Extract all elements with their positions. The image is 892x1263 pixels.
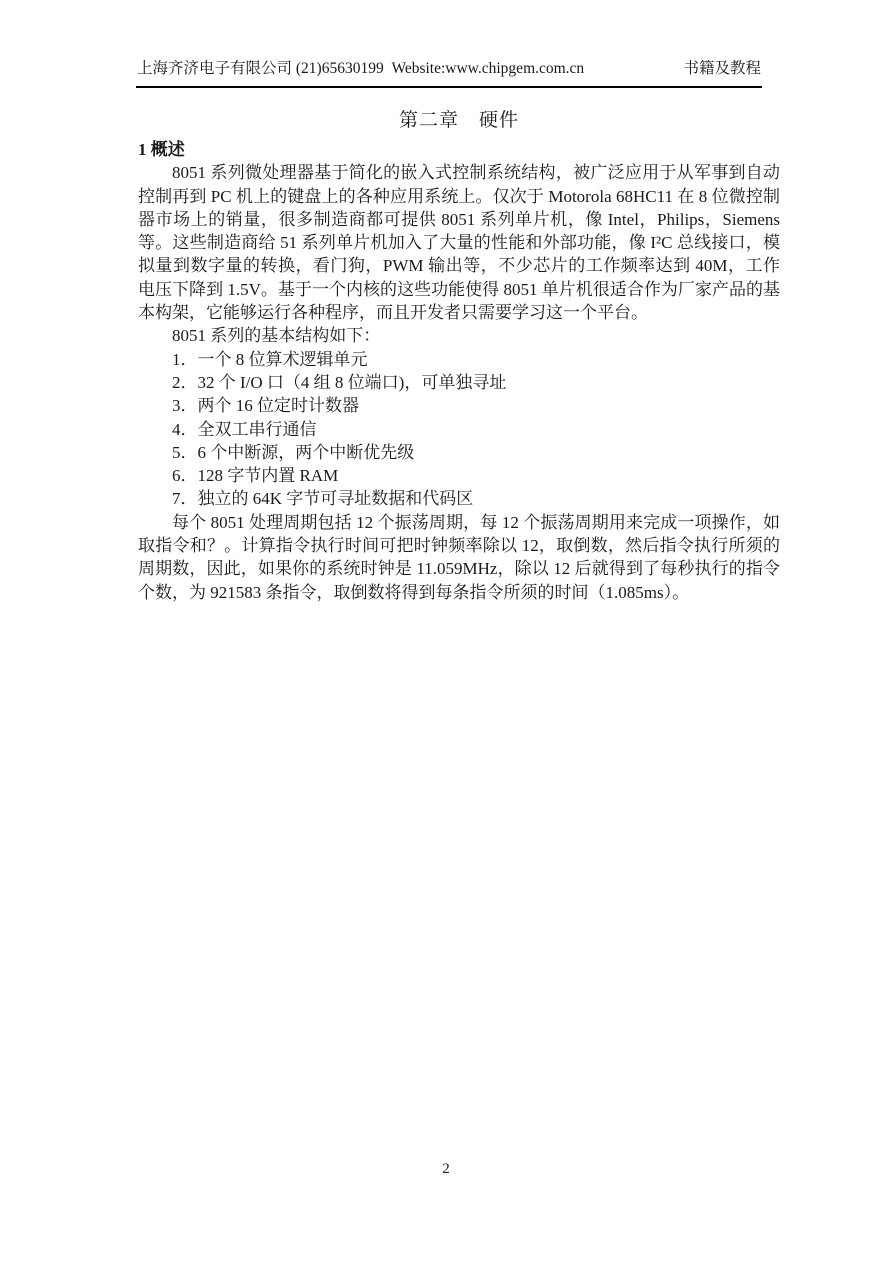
paragraph-machine-cycle: 每个 8051 处理周期包括 12 个振荡周期，每 12 个振荡周期用来完成一项操作，如取指令和？。计算指令执行时间可把时钟频率除以 12，取倒数，然后指令执行所须的周期数，因此，如果你的系统时钟是 11.059MHz，除以 12 后就得到了每秒执行的指令个数，为 921583 条指令，取倒数将得到每条指令所须的时间（1.085ms）。 (138, 512, 780, 602)
header-company-info: 上海齐济电子有限公司 (21)65630199 Website:www.chipgem.com.cn (137, 60, 585, 77)
page-footer (0, 1158, 892, 1181)
paragraph-overview: 8051 系列微处理器基于简化的嵌入式控制系统结构，被广泛应用于从军事到自动控制再到 PC 机上的键盘上的各种应用系统上。仅次于 Motorola 68HC11 在 8 位微控制器市场上的销量，很多制造商都可提供 8051 系列单片机，像 Intel，Philips，Siemens 等。这些制造商给 51 系列单片机加入了大量的性能和外部功能，像 I²C 总线接口，模拟量到数字量的转换，看门狗，PWM 输出等，不少芯片的工作频率达到 40M，工作电压下降到 1.5V。基于一个内核的这些功能使得 8051 单片机很适合作为厂家产品的基本构架，它能够运行各种程序，而且开发者只需要学习这一个平台。 (138, 163, 780, 323)
page-number: 2 (442, 1161, 450, 1177)
feature-list-item-3: 3．两个 16 位定时计数器 (172, 396, 359, 416)
feature-list-item-5: 5．6 个中断源，两个中断优先级 (172, 442, 415, 462)
feature-list-item-1: 1．一个 8 位算术逻辑单元 (172, 349, 368, 369)
feature-list-item-7: 7．独立的 64K 字节可寻址数据和代码区 (172, 489, 474, 509)
chapter-title: 第二章 硬件 (398, 110, 519, 131)
paragraph-structure-lead: 8051 系列的基本结构如下： (172, 326, 381, 346)
header-rule (136, 86, 762, 88)
page-header (137, 58, 761, 80)
feature-list-item-4: 4．全双工串行通信 (172, 419, 317, 439)
section-heading: 1 概述 (138, 140, 185, 159)
feature-list-item-2: 2．32 个 I/O 口（4 组 8 位端口)，可单独寻址 (172, 372, 507, 392)
header-category-label: 书籍及教程 (683, 60, 761, 77)
feature-list-item-6: 6．128 字节内置 RAM (172, 466, 339, 486)
document-content (138, 104, 780, 604)
